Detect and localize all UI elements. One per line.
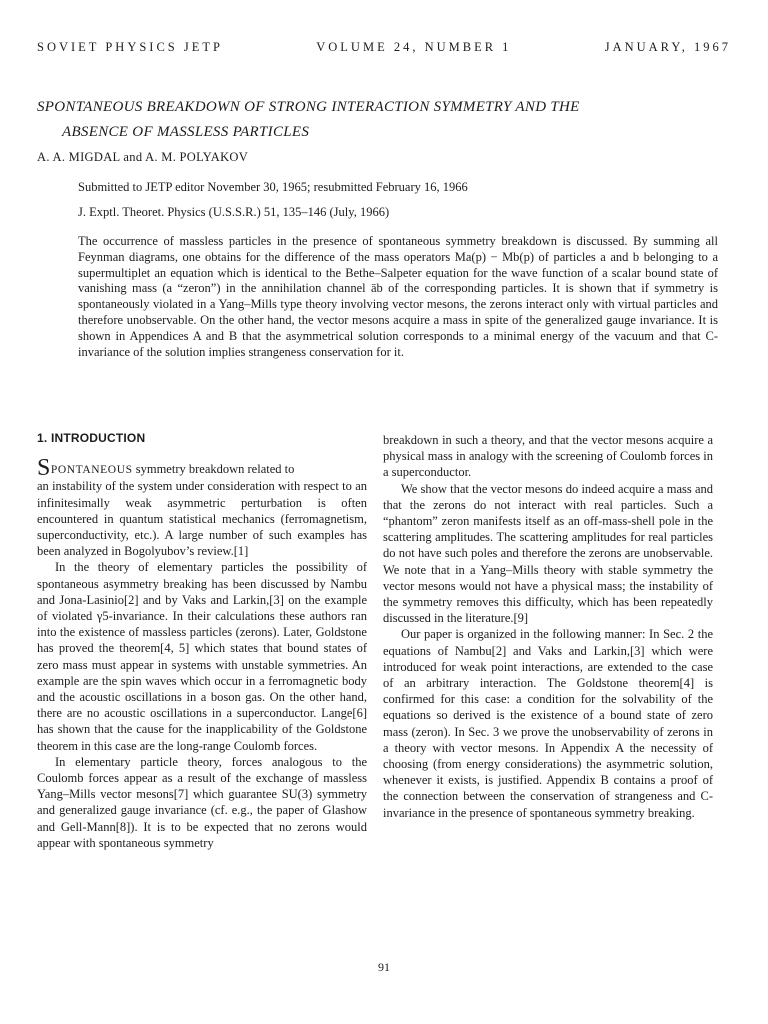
- right-column: [383, 432, 713, 821]
- drop-cap: S: [37, 455, 51, 482]
- first-word-rest: PONTANEOUS: [50, 464, 133, 477]
- first-line-rest: symmetry breakdown related to: [132, 462, 295, 477]
- opening-line: [37, 455, 367, 482]
- running-header: [37, 40, 731, 55]
- issue-date: JANUARY, 1967: [604, 40, 731, 54]
- title-line-1: SPONTANEOUS BREAKDOWN OF STRONG INTERACTION SYMMETRY AND THE: [37, 99, 580, 115]
- authors: A. A. MIGDAL and A. M. POLYAKOV: [37, 150, 249, 164]
- intro-paragraph-3: In elementary particle theory, forces analogous to the Coulomb forces appear as a result of the exchange of massless Yang–Mills vector mesons[7] which guarantee SU(3) symmetry and generalized gauge invariance (cf. e.g., the paper of Glashow and Gell-Mann[8]). It is to be expected that no zerons would appear with spontaneous symmetry: [37, 754, 367, 850]
- intro-paragraph-6: Our paper is organized in the following manner: In Sec. 2 the equations of Nambu[2] and Vaks and Larkin,[3] which were introduced for weak point interactions, are extended to the case of an arbitrary interaction. The Goldstone theorem[4] is confirmed for this case: a condition for the solvability of the equations so derived is the existence of a bound state of zero mass (zeron). In Sec. 3 we prove the unobservability of zerons in a theory with vector mesons. In Appendix A the necessity of choosing (from energy considerations) the asymmetric solution, whenever it exists, is justified. Appendix B contains a proof of the connection between the conservation of strangeness and C-invariance in the presence of spontaneous symmetry breaking.: [383, 627, 713, 820]
- submission-info: Submitted to JETP editor November 30, 1965; resubmitted February 16, 1966: [78, 180, 468, 194]
- journal-name: SOVIET PHYSICS JETP: [37, 40, 223, 54]
- page-number: 91: [378, 960, 390, 974]
- abstract: The occurrence of massless particles in the presence of spontaneous symmetry breakdown is discussed. By summing all Feynman diagrams, one obtains for the difference of the mass operators Ma(p) − Mb(p) of particles a and b belonging to a supermultiplet an equation which is identical to the Bethe–Salpeter equation for the wave function of a scalar bound state of vanishing mass (a “zeron”) in the annihilation channel āb of the corresponding particles. It is shown that if symmetry is spontaneously violated in a Yang–Mills type theory involving vector mesons, the zerons interact only with virtual particles and therefore unobservable. On the other hand, the vector mesons acquire a mass in spite of the generalized gauge invariance. It is shown in Appendices A and B that the asymmetrical solution corresponds to a minimal energy of the vacuum and that C-invariance of the solution implies strangeness conservation for it.: [78, 234, 718, 359]
- left-column: [37, 430, 367, 851]
- intro-paragraph-2: In the theory of elementary particles the possibility of spontaneous asymmetry breaking has been discussed by Nambu and Jona-Lasinio[2] and by Vaks and Larkin,[3] on the example of violated γ5-invariance. In their calculations these authors ran into the existence of massless particles (zerons). Later, Goldstone has proved the theorem[4, 5] which states that bound states of zero mass must appear in systems with unstable symmetries. An example are the spin waves which occur in a ferromagnetic body and the acoustic oscillations in a boson gas. On the other hand, there are no acoustic oscillations in a superconductor. Lange[6] has shown that the cause for the inapplicability of the Goldstone theorem in this case are the long-range Coulomb forces.: [37, 560, 367, 753]
- title-line-2: ABSENCE OF MASSLESS PARTICLES: [62, 124, 310, 140]
- volume-number: VOLUME 24, NUMBER 1: [316, 40, 512, 54]
- paper-title: [37, 95, 727, 145]
- intro-paragraph-5: We show that the vector mesons do indeed acquire a mass and that the zerons do not interact with real particles. Such a “phantom” zeron manifests itself as an off-mass-shell pole in the scattering amplitudes. The scattering amplitudes for real particles do not have such poles and therefore the zerons are unobservable. We note that in a Yang–Mills theory with stable symmetry the vector mesons would not have a physical mass; the instability of the symmetry removes this difficulty, which has been repeatedly discussed in the literature.[9]: [383, 481, 713, 626]
- section-heading: 1. INTRODUCTION: [37, 431, 146, 445]
- journal-reference: J. Exptl. Theoret. Physics (U.S.S.R.) 51, 135–146 (July, 1966): [78, 205, 390, 219]
- intro-paragraph-1: an instability of the system under consideration with respect to an infinitesimally weak asymmetric perturbation is often encountered in quantum statistical mechanics (ferromagnetism, superconductivity, etc.). A large number of such examples has been analyzed in Bogolyubov’s review.[1]: [37, 479, 367, 559]
- intro-paragraph-4: breakdown in such a theory, and that the vector mesons acquire a physical mass in analogy with the screening of Coulomb forces in a superconductor.: [383, 433, 713, 480]
